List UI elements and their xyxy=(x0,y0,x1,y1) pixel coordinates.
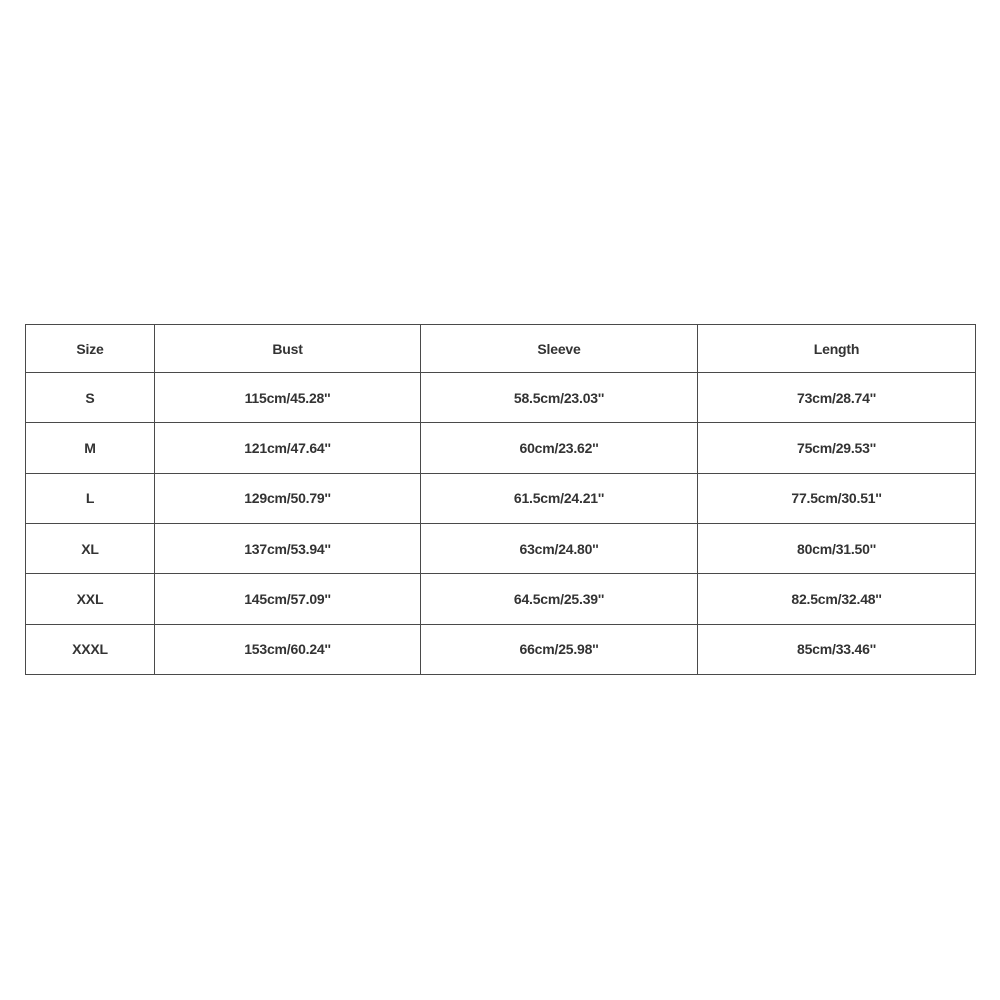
cell-bust: 153cm/60.24'' xyxy=(155,624,421,674)
header-length: Length xyxy=(698,325,976,373)
cell-sleeve: 60cm/23.62'' xyxy=(421,423,698,473)
cell-sleeve: 64.5cm/25.39'' xyxy=(421,574,698,624)
cell-size: L xyxy=(26,473,155,523)
size-chart-table xyxy=(25,324,976,675)
header-bust: Bust xyxy=(155,325,421,373)
cell-size: M xyxy=(26,423,155,473)
cell-length: 85cm/33.46'' xyxy=(698,624,976,674)
cell-sleeve: 63cm/24.80'' xyxy=(421,523,698,573)
cell-bust: 121cm/47.64'' xyxy=(155,423,421,473)
cell-size: XL xyxy=(26,523,155,573)
cell-length: 73cm/28.74'' xyxy=(698,373,976,423)
table-row xyxy=(26,373,976,423)
header-sleeve: Sleeve xyxy=(421,325,698,373)
cell-sleeve: 58.5cm/23.03'' xyxy=(421,373,698,423)
cell-size: XXL xyxy=(26,574,155,624)
table-header-row xyxy=(26,325,976,373)
table-row xyxy=(26,624,976,674)
cell-length: 80cm/31.50'' xyxy=(698,523,976,573)
cell-size: S xyxy=(26,373,155,423)
cell-length: 75cm/29.53'' xyxy=(698,423,976,473)
header-size: Size xyxy=(26,325,155,373)
cell-size: XXXL xyxy=(26,624,155,674)
cell-bust: 145cm/57.09'' xyxy=(155,574,421,624)
cell-length: 82.5cm/32.48'' xyxy=(698,574,976,624)
cell-length: 77.5cm/30.51'' xyxy=(698,473,976,523)
table-row xyxy=(26,523,976,573)
cell-bust: 115cm/45.28'' xyxy=(155,373,421,423)
table-row xyxy=(26,473,976,523)
cell-bust: 137cm/53.94'' xyxy=(155,523,421,573)
cell-bust: 129cm/50.79'' xyxy=(155,473,421,523)
table-row xyxy=(26,423,976,473)
table-row xyxy=(26,574,976,624)
cell-sleeve: 61.5cm/24.21'' xyxy=(421,473,698,523)
cell-sleeve: 66cm/25.98'' xyxy=(421,624,698,674)
